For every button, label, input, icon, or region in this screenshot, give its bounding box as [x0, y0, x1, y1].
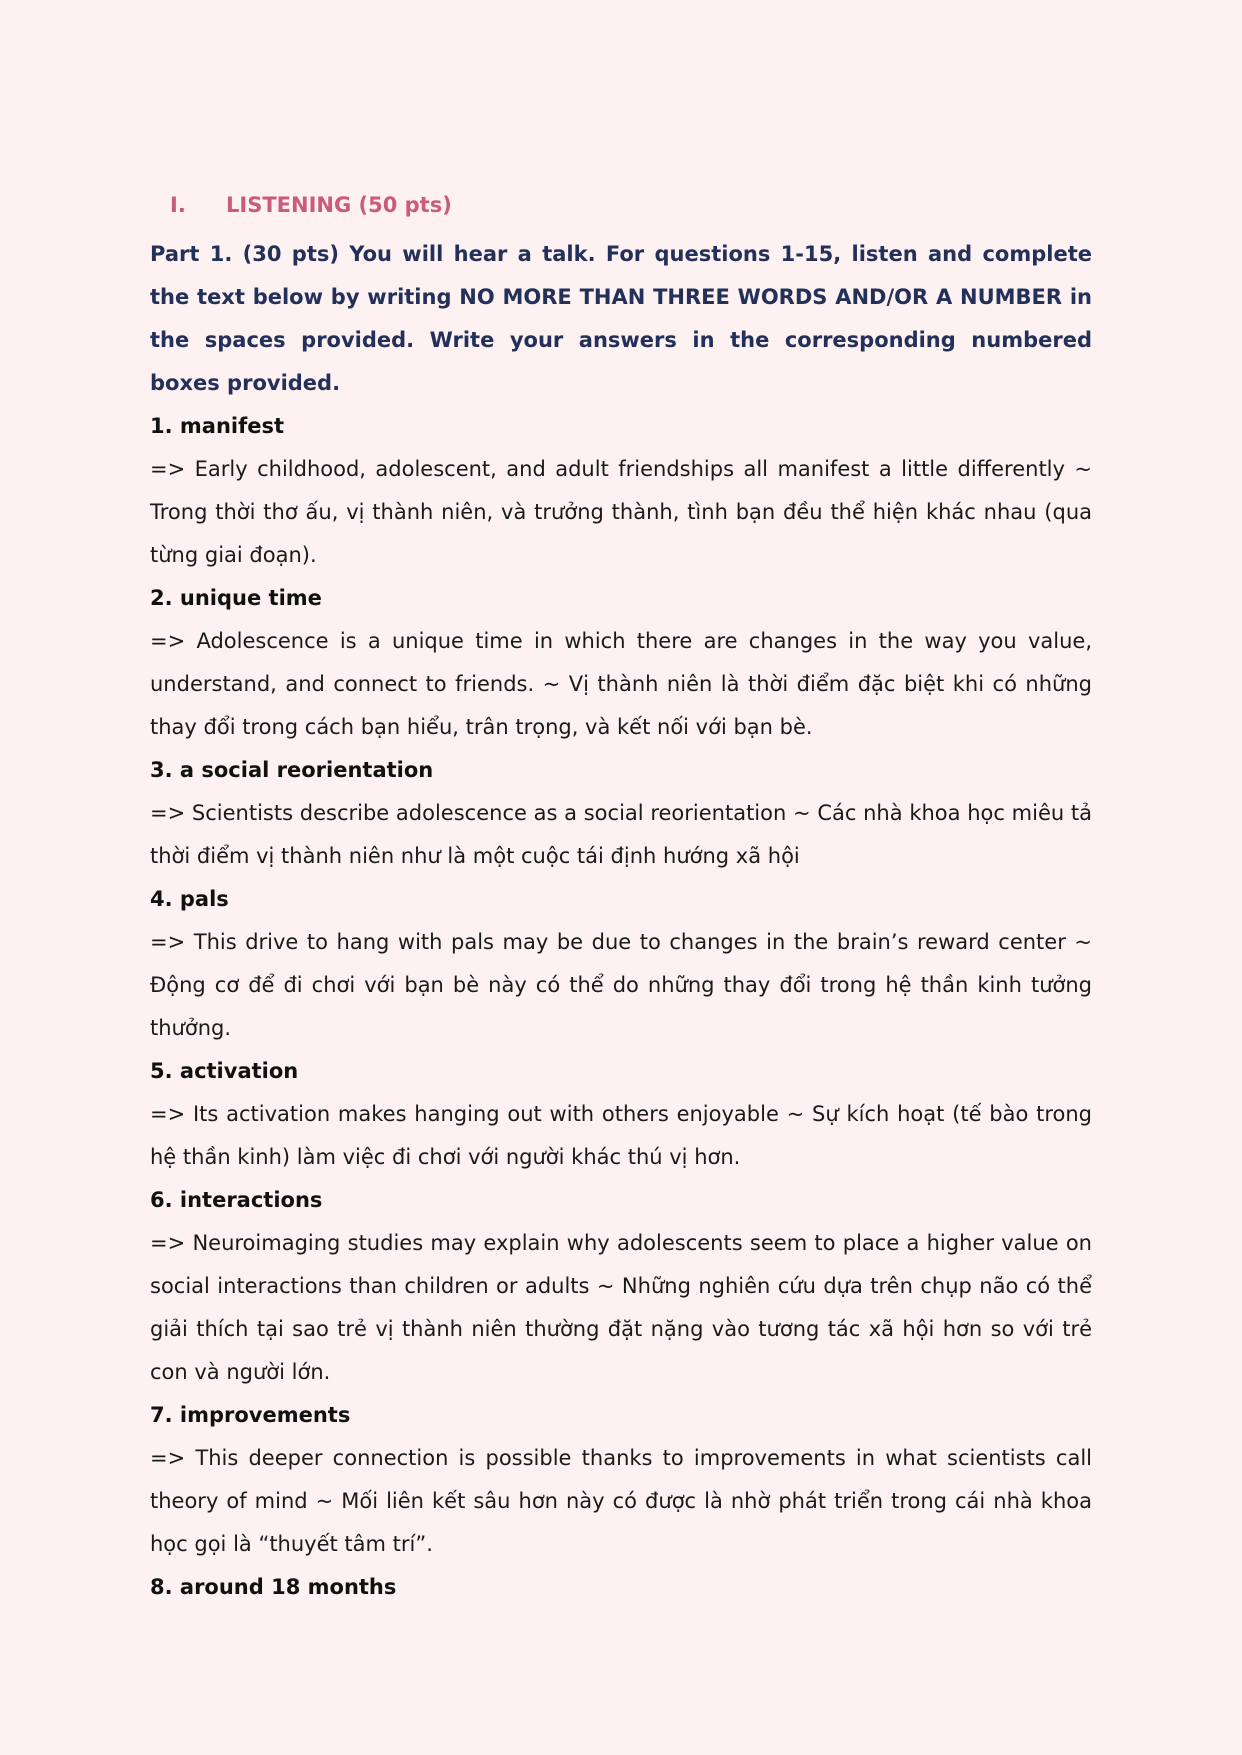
- answer-heading: 6. interactions: [150, 1188, 323, 1212]
- section-number: I.: [170, 193, 186, 217]
- answer-heading: 2. unique time: [150, 586, 322, 610]
- answer-item-8: [150, 1566, 1092, 1609]
- answer-item-5: [150, 1050, 1092, 1179]
- answer-item-6: [150, 1179, 1092, 1394]
- answer-explanation: => Adolescence is a unique time in which there are changes in the way you value, understand, and connect to friends. ~ Vị thành niên là thời điểm đặc biệt khi có những thay đổi trong cách bạn hiểu, trân trọng, và kết nối với bạn bè.: [150, 629, 1092, 739]
- answer-item-1: [150, 405, 1092, 577]
- answer-item-4: [150, 878, 1092, 1050]
- answer-item-2: [150, 577, 1092, 749]
- answer-heading: 4. pals: [150, 887, 229, 911]
- part-instructions: Part 1. (30 pts) You will hear a talk. For questions 1-15, listen and complete the text below by writing NO MORE THAN THREE WORDS AND/OR A NUMBER in the spaces provided. Write your answers in the corresponding numbered boxes provided.: [150, 242, 1092, 395]
- answer-explanation: => This deeper connection is possible thanks to improvements in what scientists call theory of mind ~ Mối liên kết sâu hơn này có được là nhờ phát triển trong cái nhà khoa học gọi là “thuyết tâm trí”.: [150, 1446, 1092, 1556]
- answer-explanation: => This drive to hang with pals may be due to changes in the brain’s reward center ~ Động cơ để đi chơi với bạn bè này có thể do những thay đổi trong hệ thần kinh tưởng thưởng.: [150, 930, 1092, 1040]
- answer-heading: 8. around 18 months: [150, 1575, 397, 1599]
- section-heading: [170, 190, 1092, 220]
- answer-explanation: => Neuroimaging studies may explain why adolescents seem to place a higher value on social interactions than children or adults ~ Những nghiên cứu dựa trên chụp não có thể giải thích tại sao trẻ vị thành niên thường đặt nặng vào tương tác xã hội hơn so với trẻ con và người lớn.: [150, 1231, 1092, 1384]
- answer-heading: 1. manifest: [150, 414, 285, 438]
- answer-item-7: [150, 1394, 1092, 1566]
- answer-heading: 7. improvements: [150, 1403, 351, 1427]
- answer-explanation: => Its activation makes hanging out with others enjoyable ~ Sự kích hoạt (tế bào trong hệ thần kinh) làm việc đi chơi với người khác thú vị hơn.: [150, 1102, 1092, 1169]
- answer-explanation: => Scientists describe adolescence as a social reorientation ~ Các nhà khoa học miêu tả thời điểm vị thành niên như là một cuộc tái định hướng xã hội: [150, 801, 1092, 868]
- answer-heading: 5. activation: [150, 1059, 299, 1083]
- answer-item-3: [150, 749, 1092, 878]
- answer-heading: 3. a social reorientation: [150, 758, 434, 782]
- section-title: LISTENING (50 pts): [226, 193, 452, 217]
- answer-explanation: => Early childhood, adolescent, and adult friendships all manifest a little differently ~ Trong thời thơ ấu, vị thành niên, và trưởng thành, tình bạn đều thể hiện khác nhau (qua từng giai đoạn).: [150, 457, 1092, 567]
